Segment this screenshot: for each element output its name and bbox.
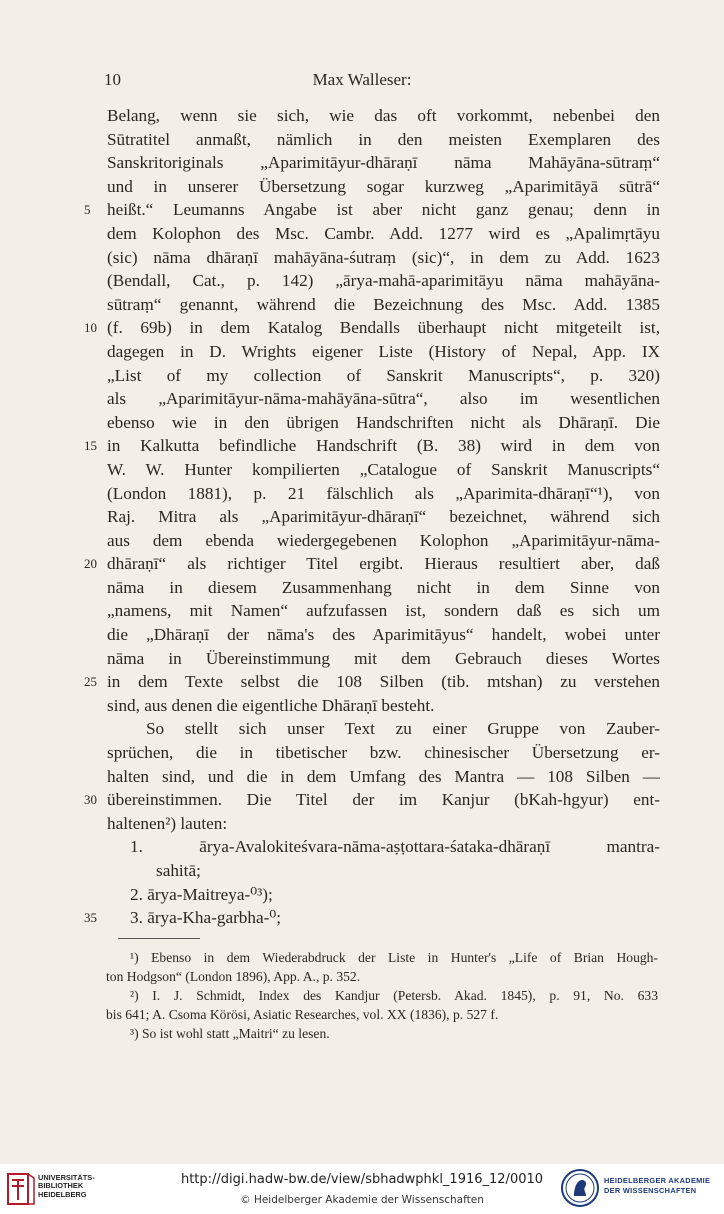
footnote-text: ³) So ist wohl statt „Maitri“ zu lesen. [130,1026,330,1041]
line-text: Raj. Mitra als „Aparimitāyur-dhāraṇī“ bezeichnet, während sich [107,507,660,527]
line-text: W. W. Hunter kompilierten „Catalogue of Sanskrit Manuscripts“ [107,459,660,479]
text-line [0,246,724,270]
text-line [0,505,724,529]
line-text: So stellt sich unser Text zu einer Gruppe von Zauber- [146,719,660,739]
text-line [0,269,724,293]
text-line [0,741,724,765]
line-text: sūtraṃ“ genannt, während die Bezeichnung des Msc. Add. 1385 [107,294,660,314]
line-text: heißt.“ Leumanns Angabe ist aber nicht ganz genau; denn in [107,200,660,220]
page-number: 10 [104,70,121,89]
line-text: aus dem ebenda wiedergegebenen Kolophon „Aparimitāyur-nāma- [107,530,660,550]
university-library-name: UNIVERSITÄTS- BIBLIOTHEK HEIDELBERG [38,1173,95,1199]
text-line [0,552,724,576]
line-text: „namens, mit Namen“ aufzufassen ist, sondern daß es sich um [107,601,660,621]
academy-name: HEIDELBERGER AKADEMIE DER WISSENSCHAFTEN [604,1176,711,1195]
text-line [0,364,724,388]
line-number: 30 [84,792,97,808]
line-text: als „Aparimitāyur-nāma-mahāyāna-sūtra“, also im wesentlichen [107,389,660,409]
line-number: 5 [84,202,91,218]
text-line [0,835,724,859]
footnote-text: ¹) Ebenso in dem Wiederabdruck der Liste in Hunter's „Life of Brian Hough- [130,950,658,965]
line-text: die „Dhāraṇī der nāma's des Aparimitāyus“ handelt, wobei unter [107,625,660,645]
academy-seal-icon [560,1168,600,1208]
viewer-footer [0,1164,724,1214]
text-line [0,175,724,199]
footnote-text: bis 641; A. Csoma Körösi, Asiatic Researches, vol. XX (1836), p. 527 f. [106,1007,499,1022]
line-text: haltenen²) lauten: [107,813,228,833]
line-number: 25 [84,674,97,690]
line-text: sahitā; [156,861,201,880]
text-line [0,340,724,364]
line-text: sprüchen, die in tibetischer bzw. chinesischer Übersetzung er- [107,743,660,763]
footnotes [0,948,724,1043]
text-line [0,482,724,506]
line-text: 3. ārya-Kha-garbha-⁰; [130,908,281,928]
line-text: (f. 69b) in dem Katalog Bendalls überhaupt nicht mitgeteilt ist, [107,318,660,338]
footnote-line [0,1005,724,1024]
text-line [0,859,724,883]
text-line [0,222,724,246]
text-line [0,128,724,152]
line-text: in Kalkutta befindliche Handschrift (B. 38) wird in dem von [107,436,660,456]
text-line [0,458,724,482]
main-text [0,104,724,930]
line-text: sind, aus denen die eigentliche Dhāraṇī besteht. [107,695,435,715]
line-text: „List of my collection of Sanskrit Manuscripts“, p. 320) [107,365,660,385]
text-line [0,151,724,175]
line-text: (sic) nāma dhāraṇī mahāyāna-śutraṃ (sic)“, in dem zu Add. 1623 [107,247,660,267]
text-line [0,717,724,741]
text-line [0,599,724,623]
text-line [0,670,724,694]
copyright-notice: © Heidelberger Akademie der Wissenschaften [240,1194,484,1206]
line-text: ebenso wie in den übrigen Handschriften nicht als Dhāraṇī. Die [107,412,660,432]
page-url-link[interactable]: http://digi.hadw-bw.de/view/sbhadwphkl_1916_12/0010 [180,1172,544,1187]
text-line [0,387,724,411]
footnote-line [0,1024,724,1043]
line-text: dhāraṇī“ als richtiger Titel ergibt. Hieraus resultiert aber, daß [107,554,660,574]
text-line [0,788,724,812]
text-line [0,293,724,317]
text-line [0,411,724,435]
text-line [0,812,724,836]
line-number: 35 [84,910,97,926]
line-text: in dem Texte selbst die 108 Silben (tib. mtshan) zu verstehen [107,672,660,692]
line-text: halten sind, und die in dem Umfang des Mantra — 108 Silben — [107,766,660,786]
footnote-rule [118,938,200,939]
line-text: dem Kolophon des Msc. Cambr. Add. 1277 wird es „Apalimṛtāyu [107,223,660,243]
line-text: Sūtratitel anmaßt, nämlich in den meisten Exemplaren des [107,129,660,149]
line-text: nāma in diesem Zusammenhang nicht in dem Sinne von [107,577,660,597]
text-line [0,906,724,930]
text-line [0,647,724,671]
line-text: 2. ārya-Maitreya-⁰³); [130,884,273,904]
text-line [0,883,724,907]
line-text: und in unserer Übersetzung sogar kurzweg „Aparimitāyā sūtrā“ [107,176,660,196]
footnote-line [0,986,724,1005]
line-number: 10 [84,320,97,336]
text-line [0,104,724,128]
line-text: 1. ārya-Avalokiteśvara-nāma-aṣṭottara-śataka-dhāraṇī mantra- [130,837,660,857]
line-text: Belang, wenn sie sich, wie das oft vorkommt, nebenbei den [107,106,660,125]
line-text: (London 1881), p. 21 fälschlich als „Aparimita-dhāraṇī“¹), von [107,483,660,503]
page-header [0,70,724,94]
line-text: übereinstimmen. Die Titel der im Kanjur (bKah-hgyur) ent- [107,790,660,810]
line-number: 20 [84,556,97,572]
text-line [0,765,724,789]
line-number: 15 [84,438,97,454]
line-text: Sanskritoriginals „Aparimitāyur-dhāraṇī nāma Mahāyāna-sūtraṃ“ [107,153,660,173]
text-line [0,694,724,718]
text-line [0,529,724,553]
footnote-line [0,948,724,967]
line-text: (Bendall, Cat., p. 142) „ārya-mahā-aparimitāyu nāma mahāyāna- [107,271,660,291]
text-line [0,198,724,222]
line-text: nāma in Übereinstimmung mit dem Gebrauch dieses Wortes [107,648,660,668]
text-line [0,623,724,647]
line-text: dagegen in D. Wrights eigener Liste (History of Nepal, App. IX [107,341,660,361]
footnote-text: ton Hodgson“ (London 1896), App. A., p. 352. [106,969,361,984]
text-line [0,316,724,340]
text-line [0,434,724,458]
running-head: Max Walleser: [312,70,412,89]
footnote-line [0,967,724,986]
text-line [0,576,724,600]
footnote-text: ²) I. J. Schmidt, Index des Kandjur (Petersb. Akad. 1845), p. 91, No. 633 [130,988,658,1003]
